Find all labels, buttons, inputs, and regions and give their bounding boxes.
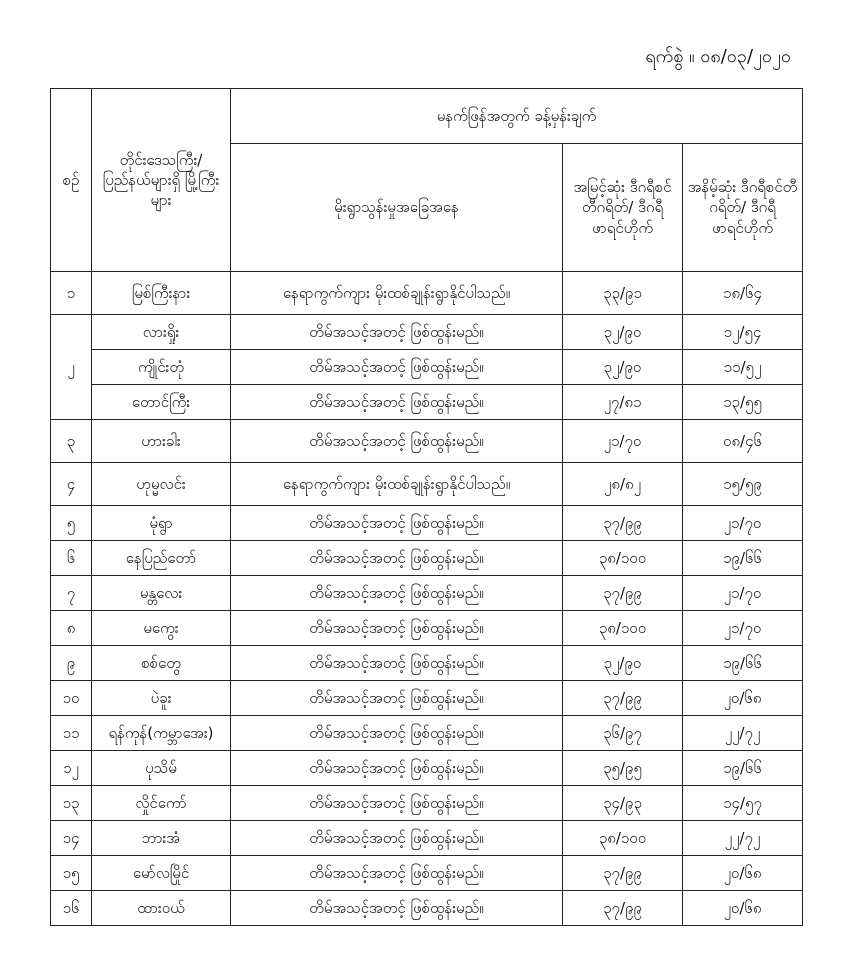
city-name: ဟုမ္မလင်း xyxy=(92,463,231,506)
max-temp: ၃၇/၉၉ xyxy=(563,891,683,926)
max-temp: ၂၇/၈၁ xyxy=(563,385,683,420)
city-name: ကျိုင်းတုံ xyxy=(92,350,231,385)
min-temp: ၂၀/၆၈ xyxy=(683,856,803,891)
rain-condition: တိမ်အသင့်အတင့် ဖြစ်ထွန်းမည်။ xyxy=(231,821,563,856)
header-min-temp: အနိမ့်ဆုံး ဒီဂရီစင်တီဂရိတ်/ ဒီဂရီဖာရင်ဟိုက် xyxy=(683,144,803,272)
row-number: ၁၁ xyxy=(51,716,92,751)
max-temp: ၃၂/၉၀ xyxy=(563,350,683,385)
rain-condition: တိမ်အသင့်အတင့် ဖြစ်ထွန်းမည်။ xyxy=(231,611,563,646)
city-name: တောင်ကြီး xyxy=(92,385,231,420)
rain-condition: တိမ်အသင့်အတင့် ဖြစ်ထွန်းမည်။ xyxy=(231,541,563,576)
row-number: ၁၄ xyxy=(51,821,92,856)
min-temp: ၂၂/၇၂ xyxy=(683,821,803,856)
min-temp: ၁၈/၆၄ xyxy=(683,272,803,315)
min-temp: ၁၉/၆၆ xyxy=(683,751,803,786)
city-name: မော်လမြိုင် xyxy=(92,856,231,891)
city-name: ပုသိမ် xyxy=(92,751,231,786)
table-row xyxy=(51,716,803,751)
table-row xyxy=(51,385,803,420)
max-temp: ၃၇/၉၉ xyxy=(563,506,683,541)
row-number: ၁၀ xyxy=(51,681,92,716)
rain-condition: တိမ်အသင့်အတင့် ဖြစ်ထွန်းမည်။ xyxy=(231,681,563,716)
table-row xyxy=(51,315,803,350)
rain-condition: တိမ်အသင့်အတင့် ဖြစ်ထွန်းမည်။ xyxy=(231,576,563,611)
city-name: ရန်ကုန်(ကမ္ဘာအေး) xyxy=(92,716,231,751)
table-row xyxy=(51,420,803,463)
table-row xyxy=(51,463,803,506)
table-row xyxy=(51,891,803,926)
rain-condition: တိမ်အသင့်အတင့် ဖြစ်ထွန်းမည်။ xyxy=(231,350,563,385)
city-name: မကွေး xyxy=(92,611,231,646)
max-temp: ၃၃/၉၁ xyxy=(563,272,683,315)
city-name: လှိုင်ကော် xyxy=(92,786,231,821)
header-condition: မိုးရွာသွန်းမှုအခြေအနေ xyxy=(231,144,563,272)
rain-condition: တိမ်အသင့်အတင့် ဖြစ်ထွန်းမည်။ xyxy=(231,315,563,350)
min-temp: ၁၉/၆၆ xyxy=(683,541,803,576)
city-name: ပဲခူး xyxy=(92,681,231,716)
row-number: ၄ xyxy=(51,463,92,506)
min-temp: ၀၈/၄၆ xyxy=(683,420,803,463)
table-row xyxy=(51,350,803,385)
table-row xyxy=(51,681,803,716)
header-max-temp: အမြင့်ဆုံး ဒီဂရီစင်တီဂရိတ်/ ဒီဂရီဖာရင်ဟိုက် xyxy=(563,144,683,272)
min-temp: ၂၁/၇၀ xyxy=(683,611,803,646)
min-temp: ၂၀/၆၈ xyxy=(683,891,803,926)
city-name: မန္တလေး xyxy=(92,576,231,611)
table-row xyxy=(51,646,803,681)
row-number: ၁ xyxy=(51,272,92,315)
forecast-rows xyxy=(51,272,803,926)
table-row xyxy=(51,541,803,576)
row-number: ၉ xyxy=(51,646,92,681)
row-number: ၂ xyxy=(51,315,92,420)
min-temp: ၁၁/၅၂ xyxy=(683,350,803,385)
max-temp: ၂၁/၇၀ xyxy=(563,420,683,463)
city-name: စစ်တွေ xyxy=(92,646,231,681)
max-temp: ၃၈/၁၀၀ xyxy=(563,541,683,576)
min-temp: ၁၄/၅၇ xyxy=(683,786,803,821)
table-row xyxy=(51,506,803,541)
report-date: ရက်စွဲ ။ ၀၈/၀၃/၂၀၂၀ xyxy=(645,46,791,67)
rain-condition: တိမ်အသင့်အတင့် ဖြစ်ထွန်းမည်။ xyxy=(231,420,563,463)
min-temp: ၂၀/၆၈ xyxy=(683,681,803,716)
header-forecast-group: မနက်ဖြန်အတွက် ခန့်မှန်းချက် xyxy=(231,89,803,144)
row-number: ၁၃ xyxy=(51,786,92,821)
city-name: မြစ်ကြီးနား xyxy=(92,272,231,315)
city-name: ထားဝယ် xyxy=(92,891,231,926)
rain-condition: တိမ်အသင့်အတင့် ဖြစ်ထွန်းမည်။ xyxy=(231,716,563,751)
min-temp: ၁၃/၅၅ xyxy=(683,385,803,420)
min-temp: ၂၁/၇၀ xyxy=(683,506,803,541)
city-name: မုံရွာ xyxy=(92,506,231,541)
table-row xyxy=(51,751,803,786)
min-temp: ၁၉/၆၆ xyxy=(683,646,803,681)
rain-condition: တိမ်အသင့်အတင့် ဖြစ်ထွန်းမည်။ xyxy=(231,786,563,821)
max-temp: ၃၇/၉၉ xyxy=(563,681,683,716)
max-temp: ၃၂/၉၀ xyxy=(563,315,683,350)
table-row xyxy=(51,786,803,821)
max-temp: ၃၆/၉၇ xyxy=(563,716,683,751)
max-temp: ၃၇/၉၉ xyxy=(563,856,683,891)
max-temp: ၃၂/၉၀ xyxy=(563,646,683,681)
rain-condition: နေရာကွက်ကျား မိုးထစ်ချုန်းရွာနိုင်ပါသည်။ xyxy=(231,463,563,506)
table-row xyxy=(51,611,803,646)
city-name: လားရှိုး xyxy=(92,315,231,350)
min-temp: ၂၁/၇၀ xyxy=(683,576,803,611)
rain-condition: နေရာကွက်ကျား မိုးထစ်ချုန်းရွာနိုင်ပါသည်။ xyxy=(231,272,563,315)
header-city: တိုင်းဒေသကြီး/ ပြည်နယ်များရှိ မြို့ကြီးများ xyxy=(92,89,231,272)
rain-condition: တိမ်အသင့်အတင့် ဖြစ်ထွန်းမည်။ xyxy=(231,856,563,891)
header-number: စဉ် xyxy=(51,89,92,272)
max-temp: ၃၈/၁၀၀ xyxy=(563,611,683,646)
row-number: ၁၂ xyxy=(51,751,92,786)
row-number: ၃ xyxy=(51,420,92,463)
row-number: ၅ xyxy=(51,506,92,541)
row-number: ၁၅ xyxy=(51,856,92,891)
min-temp: ၁၅/၅၉ xyxy=(683,463,803,506)
table-row xyxy=(51,576,803,611)
min-temp: ၁၂/၅၄ xyxy=(683,315,803,350)
min-temp: ၂၂/၇၂ xyxy=(683,716,803,751)
max-temp: ၃၄/၉၃ xyxy=(563,786,683,821)
table-row xyxy=(51,856,803,891)
max-temp: ၃၅/၉၅ xyxy=(563,751,683,786)
city-name: ဘားအံ xyxy=(92,821,231,856)
max-temp: ၃၈/၁၀၀ xyxy=(563,821,683,856)
rain-condition: တိမ်အသင့်အတင့် ဖြစ်ထွန်းမည်။ xyxy=(231,385,563,420)
rain-condition: တိမ်အသင့်အတင့် ဖြစ်ထွန်းမည်။ xyxy=(231,891,563,926)
city-name: ဟားခါး xyxy=(92,420,231,463)
table-row xyxy=(51,821,803,856)
row-number: ၇ xyxy=(51,576,92,611)
rain-condition: တိမ်အသင့်အတင့် ဖြစ်ထွန်းမည်။ xyxy=(231,646,563,681)
city-name: နေပြည်တော် xyxy=(92,541,231,576)
forecast-table xyxy=(50,88,803,926)
table-row xyxy=(51,272,803,315)
max-temp: ၂၈/၈၂ xyxy=(563,463,683,506)
rain-condition: တိမ်အသင့်အတင့် ဖြစ်ထွန်းမည်။ xyxy=(231,506,563,541)
row-number: ၆ xyxy=(51,541,92,576)
max-temp: ၃၇/၉၉ xyxy=(563,576,683,611)
row-number: ၈ xyxy=(51,611,92,646)
rain-condition: တိမ်အသင့်အတင့် ဖြစ်ထွန်းမည်။ xyxy=(231,751,563,786)
row-number: ၁၆ xyxy=(51,891,92,926)
